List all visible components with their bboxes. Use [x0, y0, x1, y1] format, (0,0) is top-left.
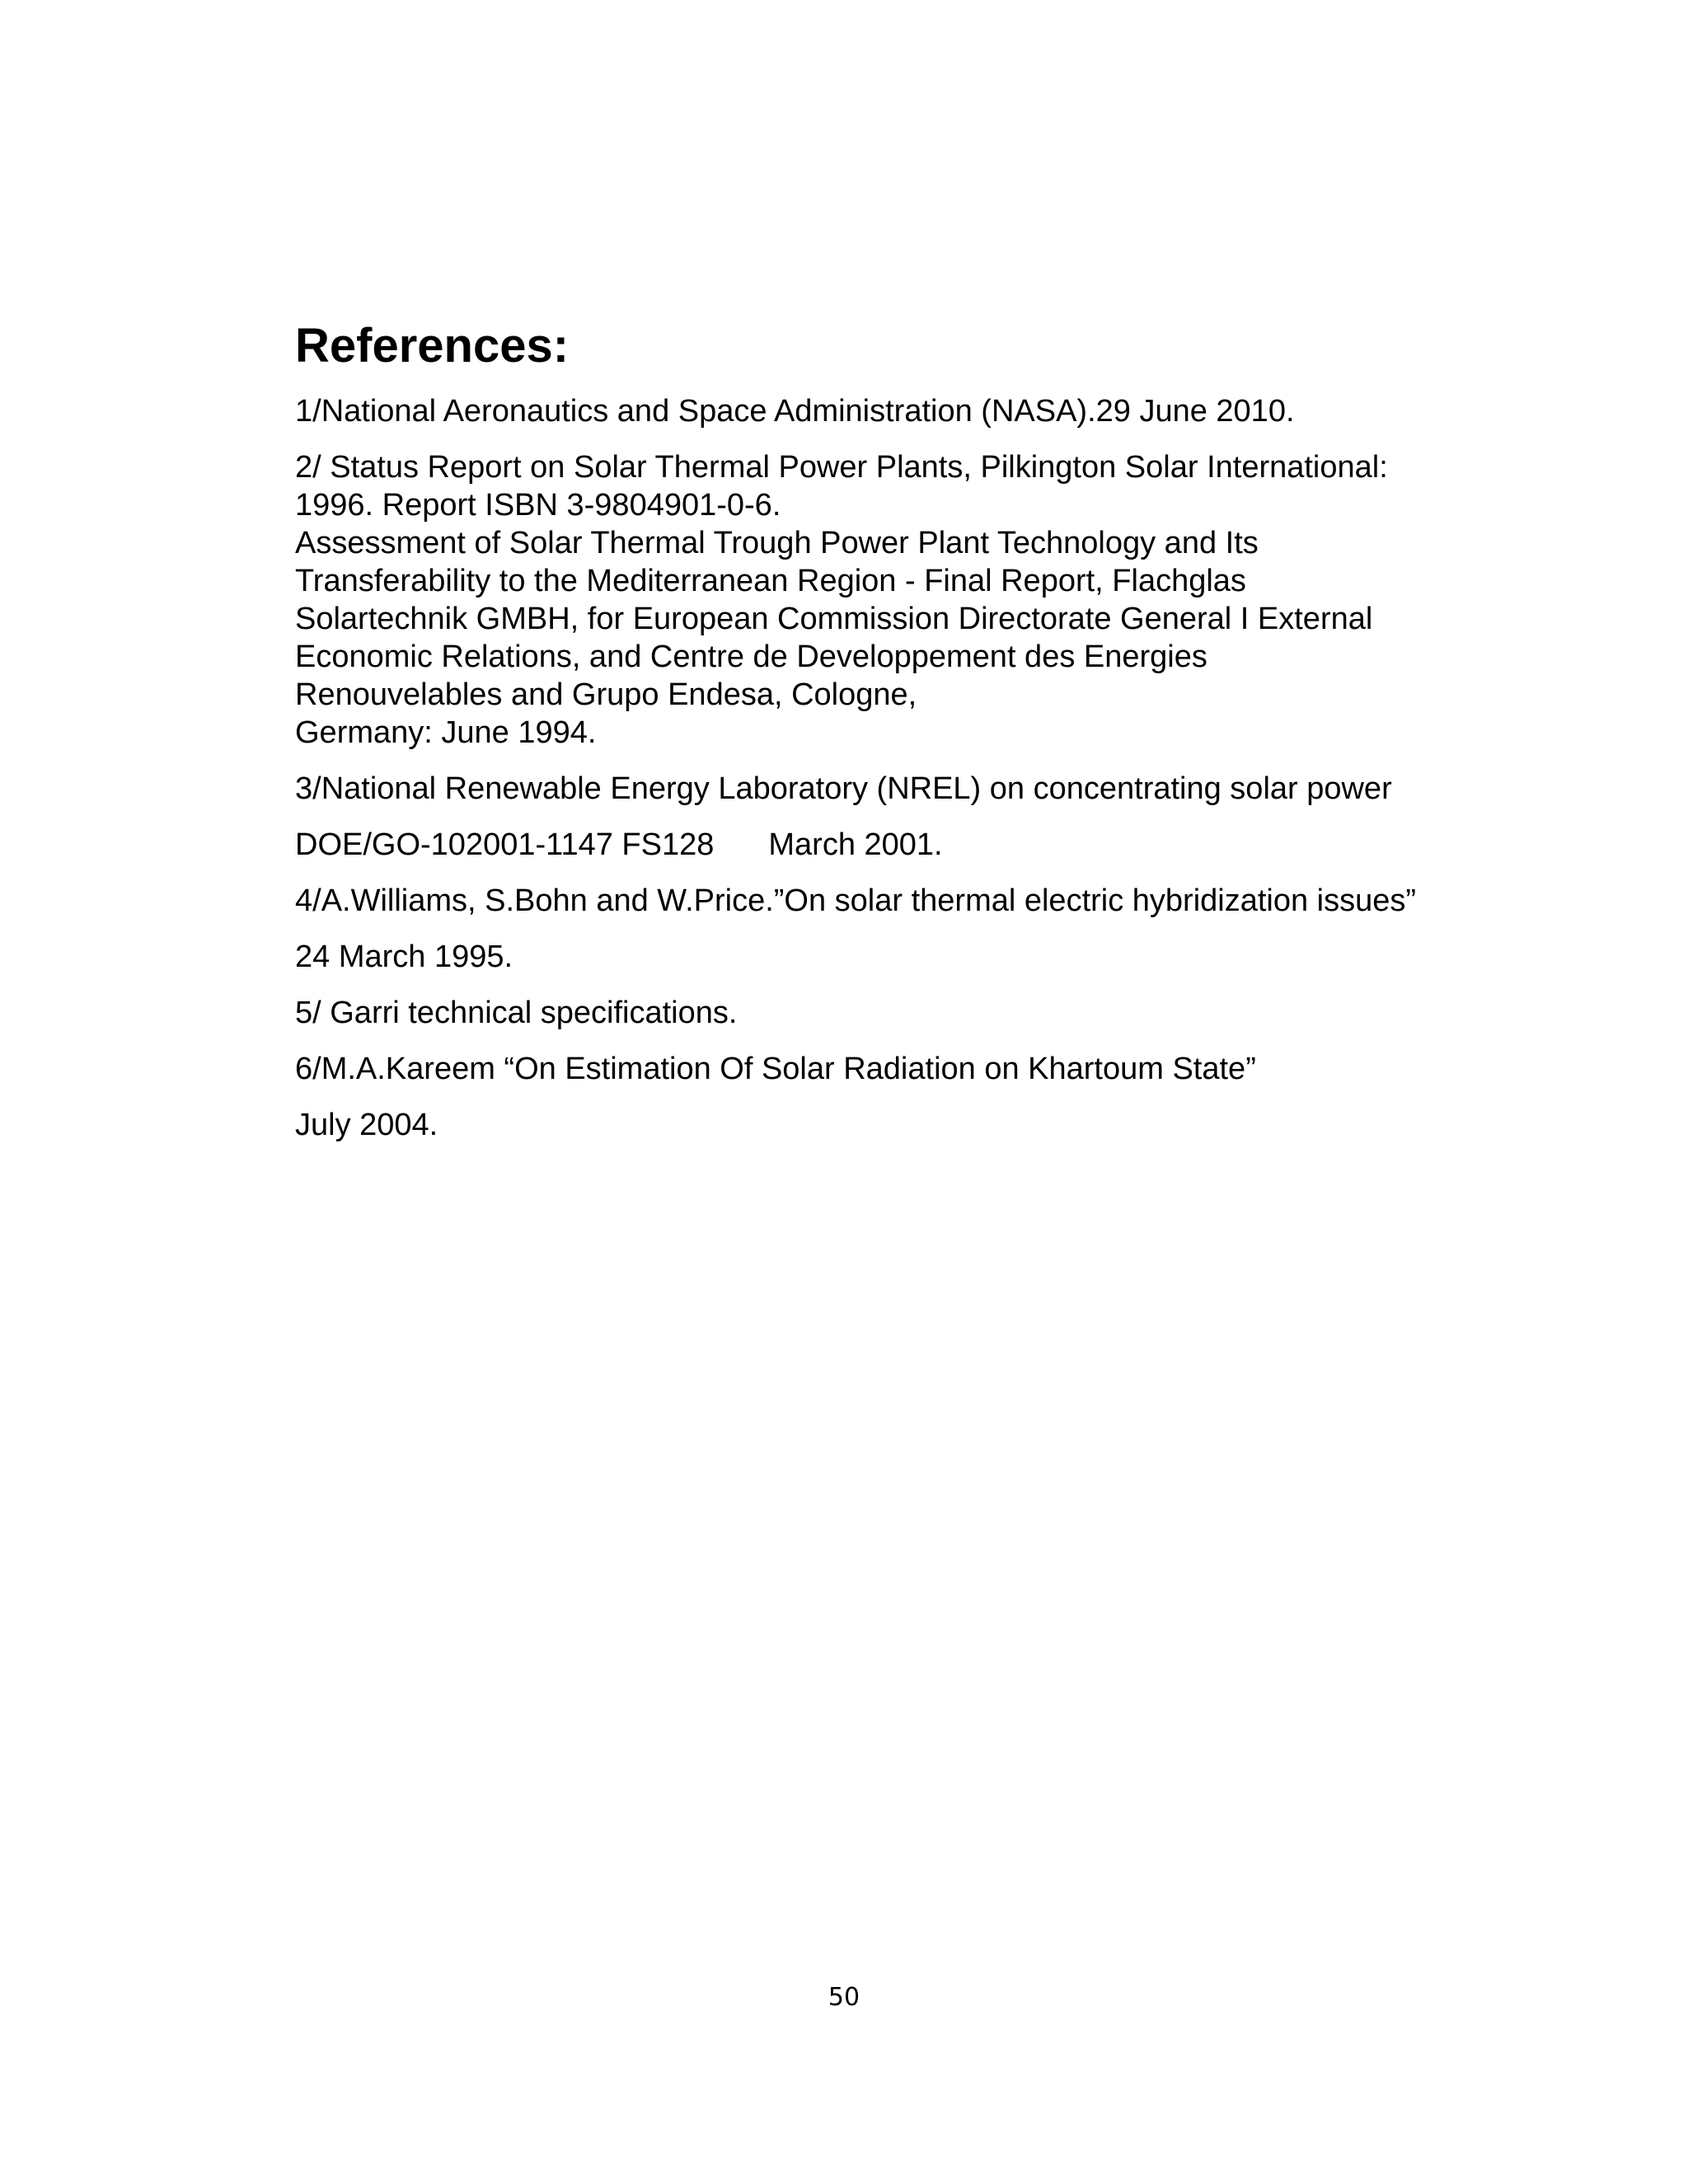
reference-line: Renouvelables and Grupo Endesa, Cologne,: [295, 677, 917, 712]
reference-4-date: [295, 938, 1490, 976]
reference-line: 1/National Aeronautics and Space Administration (NASA).29 June 2010.: [295, 394, 1295, 429]
reference-3-details: [295, 826, 1490, 864]
reference-line: 3/National Renewable Energy Laboratory (NREL) on concentrating solar power: [295, 771, 1392, 806]
reference-line: 4/A.Williams, S.Bohn and W.Price.”On solar thermal electric hybridization issues”: [295, 883, 1417, 918]
reference-6: [295, 1050, 1490, 1088]
reference-line: July 2004.: [295, 1108, 438, 1142]
reference-4: [295, 882, 1490, 920]
reference-doc-id: DOE/GO-102001-1147 FS128: [295, 827, 715, 862]
reference-line: Assessment of Solar Thermal Trough Power Plant Technology and Its: [295, 526, 1259, 560]
reference-line: 5/ Garri technical specifications.: [295, 996, 738, 1030]
reference-line: 6/M.A.Kareem “On Estimation Of Solar Radiation on Khartoum State”: [295, 1052, 1256, 1086]
reference-line: 24 March 1995.: [295, 940, 513, 974]
reference-line: Economic Relations, and Centre de Developpement des Energies: [295, 640, 1207, 674]
page-number: 50: [828, 1983, 860, 2012]
references-section: [295, 312, 1490, 1144]
reference-date: March 2001.: [768, 827, 943, 862]
references-heading: References:: [295, 319, 570, 373]
reference-1: [295, 392, 1490, 430]
reference-line: Transferability to the Mediterranean Region - Final Report, Flachglas: [295, 564, 1246, 598]
reference-line: [295, 826, 1490, 864]
reference-6-date: [295, 1106, 1490, 1144]
reference-line: 2/ Status Report on Solar Thermal Power Plants, Pilkington Solar International:: [295, 450, 1388, 485]
reference-2: [295, 448, 1490, 752]
reference-line: Solartechnik GMBH, for European Commission Directorate General I External: [295, 602, 1373, 636]
reference-5: [295, 994, 1490, 1032]
reference-3: [295, 770, 1490, 808]
reference-line: Germany: June 1994.: [295, 715, 597, 750]
reference-line: 1996. Report ISBN 3-9804901-0-6.: [295, 488, 781, 523]
